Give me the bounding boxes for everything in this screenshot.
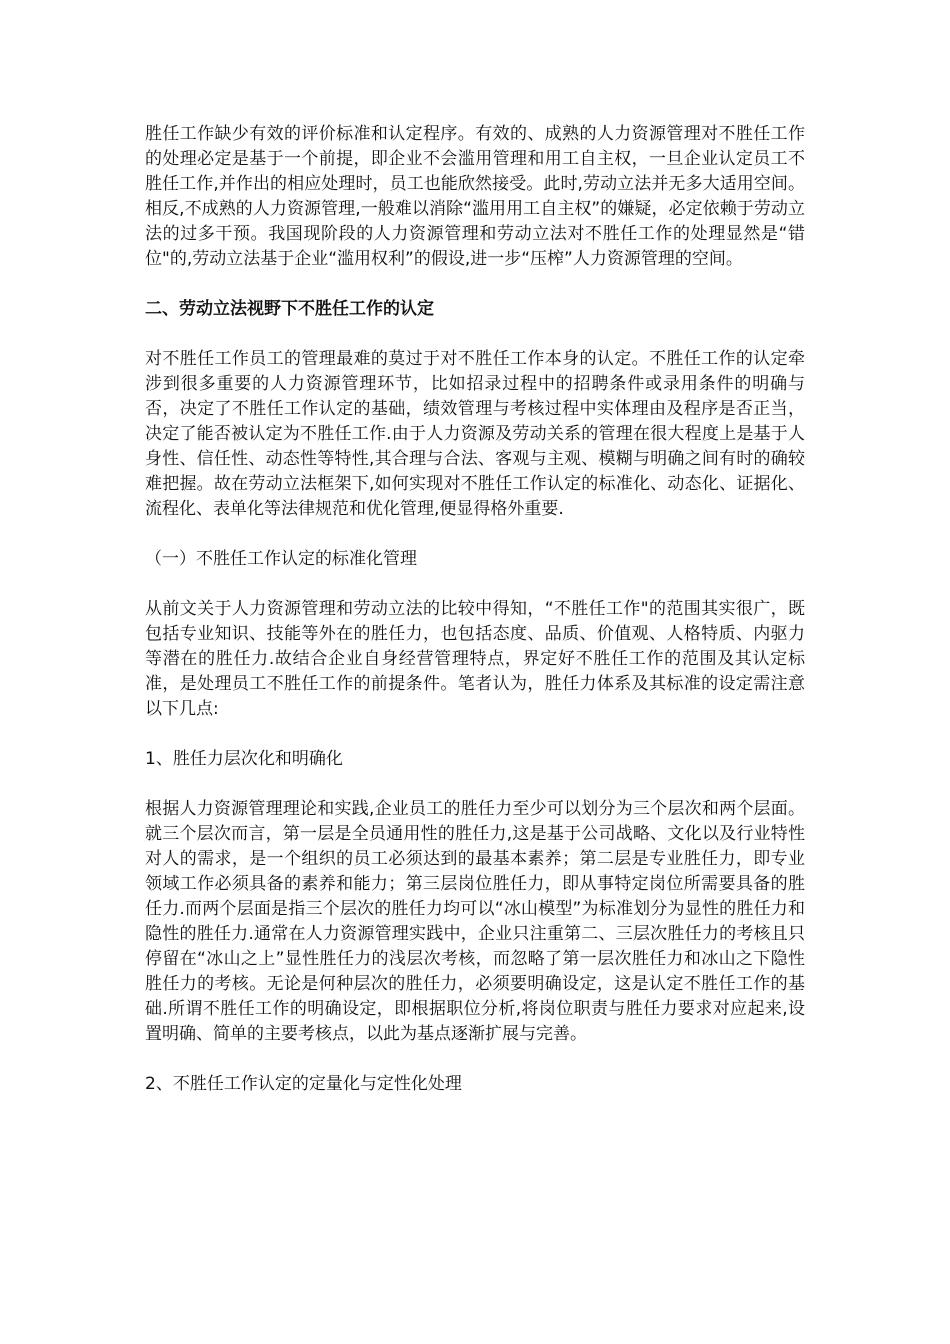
subsection-heading-1: （一）不胜任工作认定的标准化管理 xyxy=(145,549,417,569)
paragraph-4: 根据人力资源管理理论和实践,企业员工的胜任力至少可以划分为三个层次和两个层面。就三个层次而言，第一层是全员通用性的胜任力,这是基于公司战略、文化以及行业特性对人的需求，是一个组织的员工必须达到的最基本素养；第二层是专业胜任力，即专业领域工作必须具备的素养和能力；第三层岗位胜任力，即从事特定岗位所需要具备的胜任力.而两个层面是指三个层次的胜任力均可以“冰山模型”为标准划分为显性的胜任力和隐性的胜任力.通常在人力资源管理实践中，企业只注重第二、三层次胜任力的考核且只停留在“冰山之上”显性胜任力的浅层次考核，而忽略了第一层次胜任力和冰山之下隐性胜任力的考核。无论是何种层次的胜任力，必须要明确设定，这是认定不胜任工作的基础.所谓不胜任工作的明确设定，即根据职位分析,将岗位职责与胜任力要求对应起来,设置明确、简单的主要考核点，以此为基点逐渐扩展与完善。 xyxy=(145,799,805,1044)
point-heading-2: 2、不胜任工作认定的定量化与定性化处理 xyxy=(145,1074,462,1094)
point-heading-1: 1、胜任力层次化和明确化 xyxy=(145,749,343,769)
paragraph-1: 胜任工作缺少有效的评价标准和认定程序。有效的、成熟的人力资源管理对不胜任工作的处理必定是基于一个前提，即企业不会滥用管理和用工自主权，一旦企业认定员工不胜任工作,并作出的相应处理时，员工也能欣然接受。此时,劳动立法并无多大适用空间。相反,不成熟的人力资源管理,一般难以消除“滥用用工自主权”的嫌疑，必定依赖于劳动立法的过多干预。我国现阶段的人力资源管理和劳动立法对不胜任工作的处理显然是“错位"的,劳动立法基于企业“滥用权利”的假设,进一步“压榨”人力资源管理的空间。 xyxy=(145,124,805,269)
section-heading-2: 二、劳动立法视野下不胜任工作的认定 xyxy=(145,299,434,319)
paragraph-2: 对不胜任工作员工的管理最难的莫过于对不胜任工作本身的认定。不胜任工作的认定牵涉到很多重要的人力资源管理环节，比如招录过程中的招聘条件或录用条件的明确与否，决定了不胜任工作认定的基础，绩效管理与考核过程中实体理由及程序是否正当，决定了能否被认定为不胜任工作.由于人力资源及劳动关系的管理在很大程度上是基于人身性、信任性、动态性等特性,其合理与合法、客观与主观、模糊与明确之间有时的确较难把握。故在劳动立法框架下,如何实现对不胜任工作认定的标准化、动态化、证据化、流程化、表单化等法律规范和优化管理,便显得格外重要. xyxy=(145,349,805,519)
document-page xyxy=(145,122,805,1122)
paragraph-3: 从前文关于人力资源管理和劳动立法的比较中得知，“不胜任工作"的范围其实很广，既包括专业知识、技能等外在的胜任力，也包括态度、品质、价值观、人格特质、内驱力等潜在的胜任力.故结合企业自身经营管理特点，界定好不胜任工作的范围及其认定标准，是处理员工不胜任工作的前提条件。笔者认为，胜任力体系及其标准的设定需注意以下几点: xyxy=(145,599,805,719)
